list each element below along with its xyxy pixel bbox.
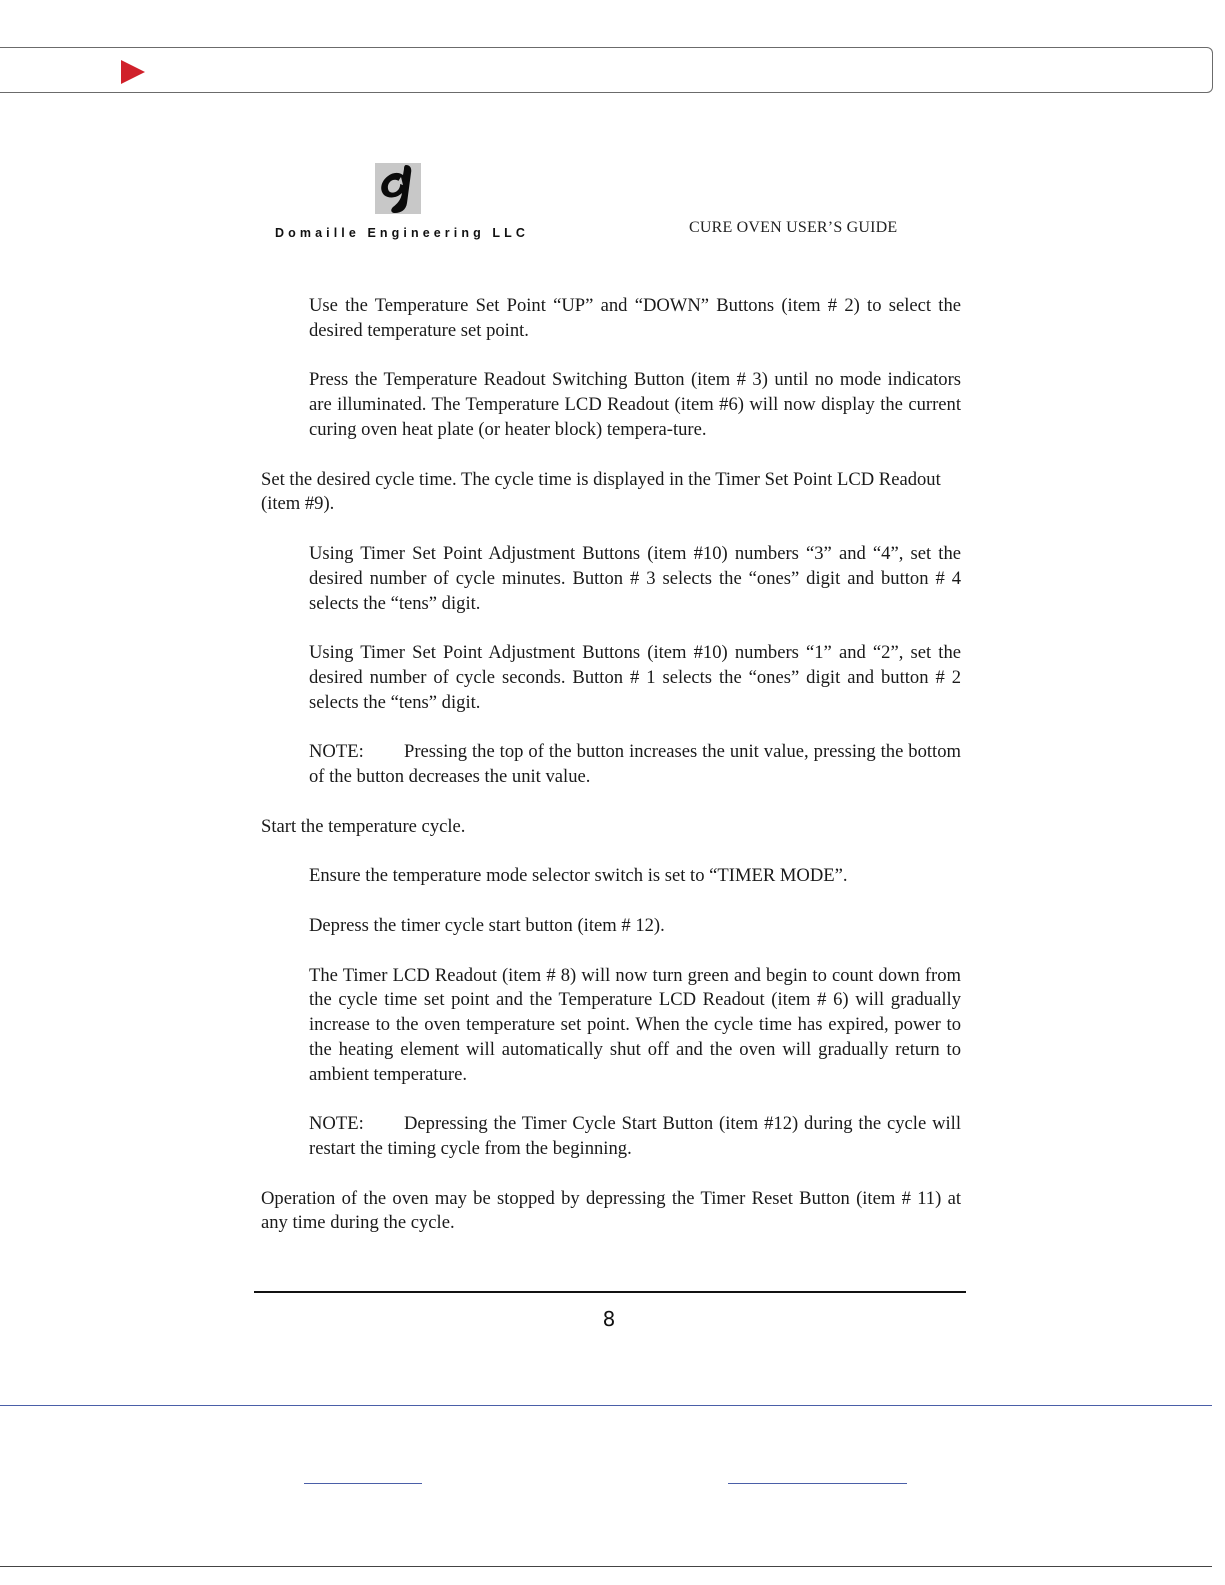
domaille-logo-icon xyxy=(375,163,421,214)
paragraph: Ensure the temperature mode selector switch is set to “TIMER MODE”. xyxy=(309,865,848,887)
paragraph: Use the Temperature Set Point “UP” and “DOWN” Buttons (item # 2) to select the desired temperature set point. xyxy=(309,295,961,341)
page-body xyxy=(261,294,961,1236)
company-name: Domaille Engineering LLC xyxy=(275,226,529,240)
paragraph: Using Timer Set Point Adjustment Buttons (item #10) numbers “1” and “2”, set the desired number of cycle seconds. Button # 1 selects the “ones” digit and button # 2 selects the “tens” digit. xyxy=(309,642,961,713)
paragraph: Depress the timer cycle start button (item # 12). xyxy=(309,914,665,936)
page-number: 8 xyxy=(602,1307,616,1331)
note-text: Depressing the Timer Cycle Start Button (item #12) during the cycle will restart the timing cycle from the beginning. xyxy=(309,1113,961,1160)
paragraph: Using Timer Set Point Adjustment Buttons (item #10) numbers “3” and “4”, set the desired number of cycle minutes. Button # 3 selects the “ones” digit and button # 4 selects the “tens” digit. xyxy=(309,542,961,614)
viewer-toolbar xyxy=(0,47,1213,93)
note-paragraph xyxy=(309,1112,961,1162)
footer-link-underline[interactable] xyxy=(728,1483,907,1484)
company-logo xyxy=(275,163,535,243)
document-title: CURE OVEN USER’S GUIDE xyxy=(689,219,898,236)
paragraph: Operation of the oven may be stopped by depressing the Timer Reset Button (item # 11) at any time during the cycle. xyxy=(261,1187,961,1234)
paragraph: Set the desired cycle time. The cycle time is displayed in the Timer Set Point LCD Readout (item #9). xyxy=(261,468,941,515)
bottom-divider xyxy=(0,1566,1212,1567)
note-text: Pressing the top of the button increases the unit value, pressing the bottom of the button decreases the unit value. xyxy=(309,741,961,788)
note-label: NOTE: xyxy=(309,741,364,763)
footer-divider xyxy=(254,1291,966,1293)
play-triangle-icon[interactable] xyxy=(121,60,145,84)
note-label: NOTE: xyxy=(309,1113,364,1135)
note-paragraph xyxy=(309,740,961,790)
paragraph: The Timer LCD Readout (item # 8) will now turn green and begin to count down from the cycle time set point and the Temperature LCD Readout (item # 6) will gradually increase to the oven temperature set point. When the cycle time has expired, power to the heating element will automatically shut off and the oven will gradually return to ambient temperature. xyxy=(309,964,961,1085)
footer-link-underline[interactable] xyxy=(304,1483,422,1484)
paragraph: Press the Temperature Readout Switching Button (item # 3) until no mode indicators are illuminated. The Temperature LCD Readout (item #6) will now display the current curing oven heat plate (or heater block) tempera-ture. xyxy=(309,369,961,440)
footer-blue-divider xyxy=(0,1405,1212,1406)
paragraph: Start the temperature cycle. xyxy=(261,815,466,837)
